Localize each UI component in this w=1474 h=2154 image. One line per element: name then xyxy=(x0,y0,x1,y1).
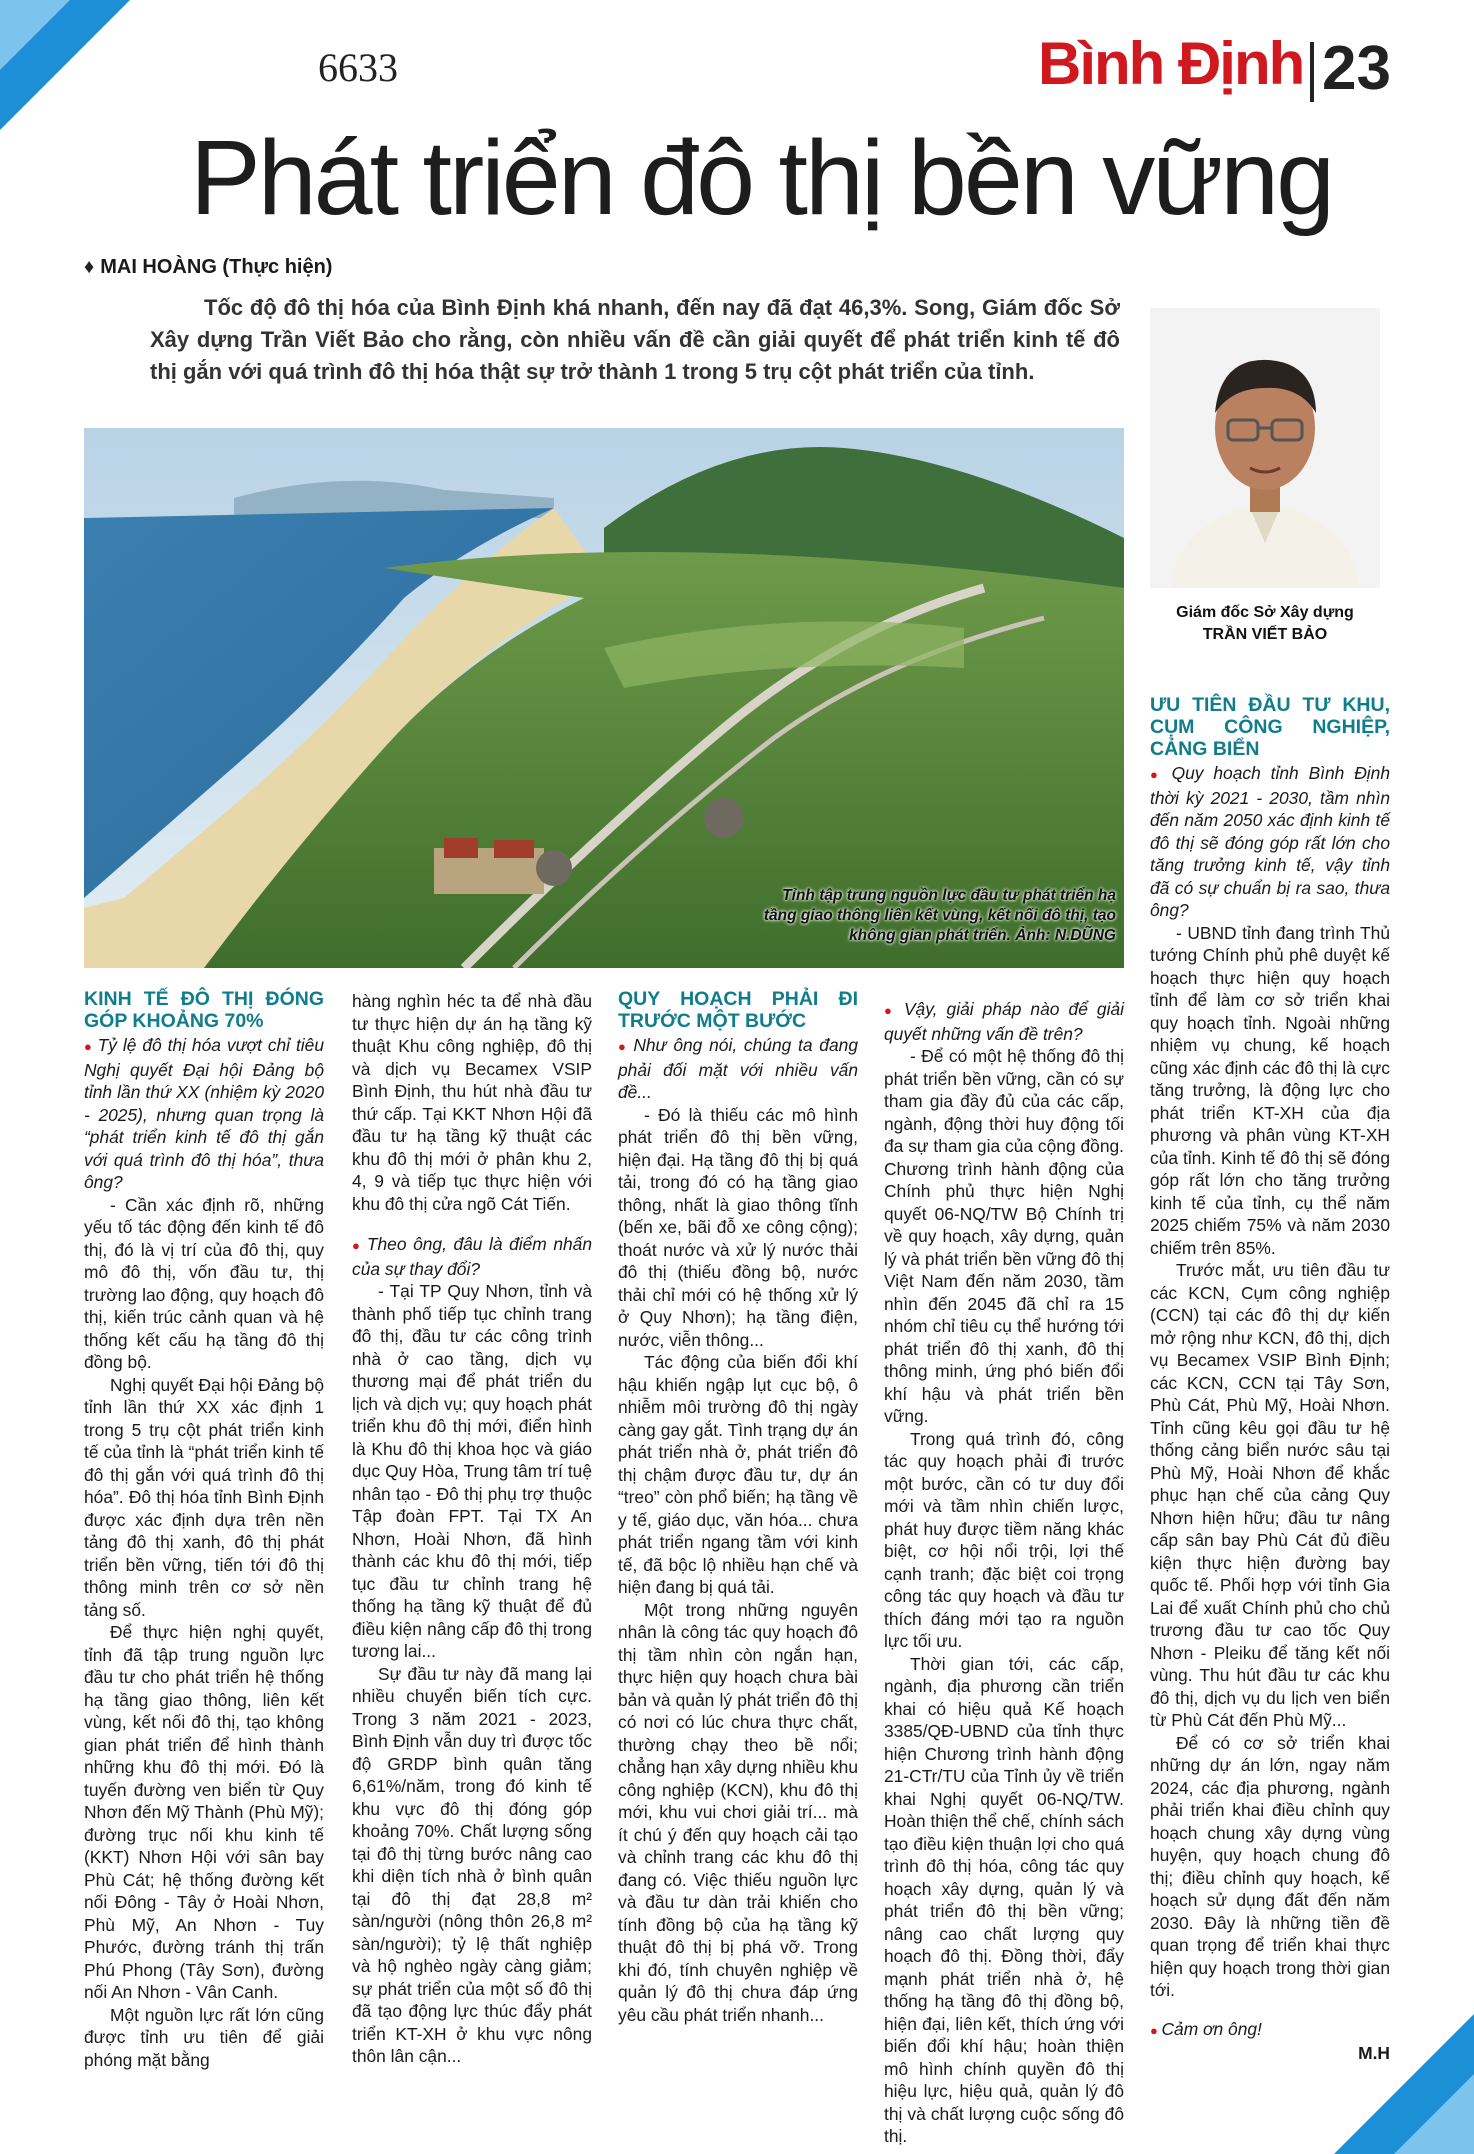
body-paragraph: Sự đầu tư này đã mang lại nhiều chuyển biến tích cực. Trong 3 năm 2021 - 2023, Bình Định vẫn duy trì được tốc độ GRDP bình quân tăng 6,61%/năm, trong đó kinh tế khu vực đô thị đóng góp khoảng 70%. Chất lượng sống tại đô thị từng bước nâng cao khi diện tích nhà ở bình quân tại đô thị đạt 28,8 m² sàn/người (nông thôn 26,8 m² sàn/người); tỷ lệ thất nghiệp và hộ nghèo ngày càng giảm; sự phát triển của một số đô thị đã tạo động lực thúc đẩy phát triển KT-XH ở khu vực nông thôn lân cận... xyxy=(352,1663,592,2066)
newspaper-logo: Bình Định xyxy=(1038,30,1304,97)
article-column-3 xyxy=(618,988,858,2026)
interview-question: ● Tỷ lệ đô thị hóa vượt chỉ tiêu Nghị quyết Đại hội Đảng bộ tỉnh lần thứ XX (nhiệm kỳ 2020 - 2025), nhưng quan trọng là “phát triển kinh tế đô thị gắn với quá trình đô thị hóa”, thưa ông? xyxy=(84,1034,324,1194)
interview-question: ● Như ông nói, chúng ta đang phải đối mặt với nhiều vấn đề... xyxy=(618,1034,858,1104)
article-column-5 xyxy=(1150,694,1390,2065)
interview-question: ● Vậy, giải pháp nào để giải quyết những vấn đề trên? xyxy=(884,998,1124,1045)
article-column-1 xyxy=(84,988,324,2071)
issue-number: 6633 xyxy=(318,45,398,90)
body-paragraph: Trong quá trình đó, công tác quy hoạch phải đi trước một bước, cần có tư duy đổi mới và tầm nhìn chiến lược, phát huy được tiềm năng khác biệt, cơ hội nổi trội, lợi thế cạnh tranh; đặc biệt coi trọng công tác quy hoạch và đầu tư thích đáng mới tạo ra nguồn lực tối ưu. xyxy=(884,1428,1124,1651)
interview-question: ● Theo ông, đâu là điểm nhấn của sự thay đổi? xyxy=(352,1233,592,1280)
article-headline: Phát triển đô thị bền vững xyxy=(190,119,1333,237)
body-paragraph: Một nguồn lực rất lớn cũng được tỉnh ưu tiên để giải phóng mặt bằng xyxy=(84,2004,324,2070)
portrait-caption xyxy=(1150,602,1380,646)
page-number: 23 xyxy=(1322,34,1391,103)
answer-paragraph: - Cần xác định rõ, những yếu tố tác động đến kinh tế đô thị, đó là vị trí của đô thị, quy mô đô thị, vốn đầu tư, thị trường lao động, quy hoạch đô thị, kiến trúc cảnh quan và hệ thống kết cấu hạ tầng đô thị đồng bộ. xyxy=(84,1194,324,1372)
body-paragraph: Trước mắt, ưu tiên đầu tư các KCN, Cụm công nghiệp (CCN) tại các đô thị dự kiến mở rộng như KCN, đô thị, dịch vụ Becamex VSIP Bình Định; các KCN, CCN tại Tây Sơn, Phù Cát, Phù Mỹ, Hoài Nhơn. Tỉnh cũng kêu gọi đầu tư hệ thống cảng biển nước sâu tại Phù Mỹ, Hoài Nhơn để khắc phục hạn chế của cảng Quy Nhơn hiện hữu; đầu tư nâng cấp sân bay Phù Cát đủ điều kiện thực hiện đường bay quốc tế. Phối hợp với tỉnh Gia Lai để xuất Chính phủ cho chủ trương đầu tư cao tốc Quy Nhơn - Pleiku để tăng kết nối vùng. Thu hút đầu tư các khu đô thị, dịch vụ du lịch ven biển từ Phù Cát đến Phù Mỹ... xyxy=(1150,1260,1390,1730)
portrait-photo xyxy=(1150,308,1380,588)
section-heading: QUY HOẠCH PHẢI ĐI TRƯỚC MỘT BƯỚC xyxy=(618,988,858,1032)
byline xyxy=(84,256,332,279)
body-paragraph: Để có cơ sở triển khai những dự án lớn, ngay năm 2024, các địa phương, ngành phải triển khai điều chỉnh quy hoạch chung xây dựng vùng huyện, quy hoạch chung đô thị; điều chỉnh quy hoạch, kế hoạch sử dụng đất đến năm 2030. Đây là những tiền đề quan trọng để triển khai thực hiện quy hoạch trong thời gian tới. xyxy=(1150,1732,1390,2000)
body-paragraph: Tác động của biến đổi khí hậu khiến ngập lụt cục bộ, ô nhiễm môi trường đô thị ngày càng gay gắt. Tình trạng dự án phát triển nhà ở, phát triển đô thị chậm được đầu tư, dự án “treo” còn phổ biến; hạ tầng về y tế, giáo dục, văn hóa... chưa phát triển ngang tầm với kinh tế, đã bộc lộ nhiều hạn chế và hiện đang bị quá tải. xyxy=(618,1352,858,1597)
body-paragraph: Nghị quyết Đại hội Đảng bộ tỉnh lần thứ XX xác định 1 trong 5 trụ cột phát triển kinh tế của tỉnh là “phát triển kinh tế đô thị gắn với quá trình đô thị hóa”. Đô thị hóa tỉnh Bình Định được xác định dựa trên nền tảng đô thị xanh, đô thị phát triển bền vững, tiến tới đô thị thông minh trên cơ sở nền tảng số. xyxy=(84,1374,324,1620)
answer-paragraph: - UBND tỉnh đang trình Thủ tướng Chính phủ phê duyệt kế hoạch thực hiện quy hoạch tỉnh để làm cơ sở triển khai quy hoạch tỉnh. Ngoài những nhiệm vụ chung, kế hoạch cũng xác định các đô thị là cực tăng trưởng, là động lực cho phát triển KT-XH của địa phương và phân vùng KT-XH của tỉnh. Kinh tế đô thị sẽ đóng góp rất lớn cho tăng trưởng kinh tế của tỉnh, cụ thể năm 2025 chiếm 75% và năm 2030 chiếm trên 85%. xyxy=(1150,922,1390,1258)
person-portrait-image xyxy=(1150,308,1380,588)
corner-decoration-top-left xyxy=(0,0,150,150)
closing-remark: ● Cảm ơn ông! xyxy=(1150,2018,1390,2043)
body-paragraph: Thời gian tới, các cấp, ngành, địa phương cần triển khai có hiệu quả Kế hoạch 3385/QĐ-UBND của tỉnh thực hiện Chương trình hành động 21-CTr/TU của Tỉnh ủy về triển khai Nghị quyết 06-NQ/TW. Hoàn thiện thể chế, chính sách tạo điều kiện thuận lợi cho quá trình đô thị hóa, công tác quy hoạch xây dựng, quản lý và phát triển đô thị bền vững; nâng cao chất lượng quy hoạch đô thị. Đồng thời, đẩy mạnh phát triển nhà ở, hệ thống hạ tầng đô thị đồng bộ, hiện đại, liên kết, thích ứng với biến đổi khí hậu; hoàn thiện mô hình chính quyền đô thị hiệu lực, hiệu quả, quản lý đô thị và chất lượng cuộc sống đô thị. xyxy=(884,1653,1124,2146)
article-column-4 xyxy=(884,998,1124,2148)
section-heading: KINH TẾ ĐÔ THỊ ĐÓNG GÓP KHOẢNG 70% xyxy=(84,988,324,1032)
answer-paragraph: - Đó là thiếu các mô hình phát triển đô thị bền vững, hiện đại. Hạ tầng đô thị bị quá tải, trong đó có hạ tầng giao thông, nhất là giao thông tĩnh (bến xe, bãi đỗ xe công cộng); thoát nước và xử lý nước thải đô thị (thiếu đồng bộ, nước thải chỉ mới có hệ thống xử lý ở Quy Nhơn); hạ tầng điện, nước, viễn thông... xyxy=(618,1104,858,1350)
section-heading: ƯU TIÊN ĐẦU TƯ KHU, CỤM CÔNG NGHIỆP, CẢNG BIỂN xyxy=(1150,694,1390,760)
main-photo-caption: Tỉnh tập trung nguồn lực đầu tư phát triển hạ tầng giao thông liên kết vùng, kết nối đô thị, tạo không gian phát triển. Ảnh: N.DŨNG xyxy=(763,887,1116,944)
answer-paragraph: - Tại TP Quy Nhơn, tỉnh và thành phố tiếp tục chỉnh trang đô thị, đầu tư các công trình nhà ở cao tầng, dịch vụ thương mại để phát triển du lịch và dịch vụ; quy hoạch phát triển khu đô thị mới, điển hình là Khu đô thị khoa học và giáo dục Quy Hòa, Trung tâm trí tuệ nhân tạo - Đô thị phụ trợ thuộc Tập đoàn FPT. Tại TX An Nhơn, Hoài Nhơn, đã hình thành các khu đô thị mới, tiếp tục đầu tư chỉnh trang hệ thống hạ tầng kỹ thuật để đủ điều kiện nâng cấp đô thị trong tương lai... xyxy=(352,1281,592,1661)
byline-author: MAI HOÀNG (Thực hiện) xyxy=(100,256,333,278)
author-signature: M.H xyxy=(1358,2043,1390,2063)
body-paragraph: hàng nghìn héc ta để nhà đầu tư thực hiện dự án hạ tầng kỹ thuật Khu công nghiệp, đô thị và dịch vụ Becamex VSIP Bình Định, thu hút nhà đầu tư thứ cấp. Tại KKT Nhơn Hội đã đầu tư hạ tầng kỹ thuật các khu đô thị mới ở phân khu 2, 4, 9 và tiếp tục thực hiện với khu đô thị cửa ngõ Cát Tiến. xyxy=(352,991,592,1214)
article-column-2 xyxy=(352,990,592,2068)
interview-question: ● Quy hoạch tỉnh Bình Định thời kỳ 2021 - 2030, tầm nhìn đến năm 2050 xác định kinh tế đô thị sẽ đóng góp rất lớn cho tăng trưởng kinh tế, vậy tỉnh đã có sự chuẩn bị ra sao, thưa ông? xyxy=(1150,762,1390,922)
header-divider xyxy=(1310,42,1314,102)
byline-marker: ♦ xyxy=(84,256,95,278)
portrait-caption-title: Giám đốc Sở Xây dựng xyxy=(1176,604,1354,621)
body-paragraph: Một trong những nguyên nhân là công tác quy hoạch đô thị tầm nhìn còn ngắn hạn, thực hiện quy hoạch chưa bài bản và quản lý phát triển đô thị có nơi có lúc chưa thực chất, thường chạy theo bề nổi; chẳng hạn xây dựng nhiều khu công nghiệp (KCN), khu đô thị mới, khu vui chơi giải trí... mà ít chú ý đến quy hoạch cải tạo và chỉnh trang các khu đô thị đang có. Việc thiếu nguồn lực và đầu tư dàn trải khiến cho tính đồng bộ của hạ tầng kỹ thuật đô thị bị phá vỡ. Trong khi đó, tính chuyên nghiệp về quản lý đô thị chưa đáp ứng yêu cầu phát triển nhanh... xyxy=(618,1599,858,2025)
portrait-caption-name: TRẦN VIẾT BẢO xyxy=(1202,626,1328,643)
body-paragraph: Để thực hiện nghị quyết, tỉnh đã tập trung nguồn lực đầu tư cho phát triển hệ thống hạ tầng giao thông, liên kết vùng, kết nối đô thị, tạo không gian phát triển để hình thành những khu đô thị mới. Đó là tuyến đường ven biển từ Quy Nhơn đến Mỹ Thành (Phù Mỹ); đường trục nối khu kinh tế (KKT) Nhơn Hội với sân bay Phù Cát; hệ thống đường kết nối Đông - Tây ở Hoài Nhơn, Phù Mỹ, An Nhơn - Tuy Phước, đường tránh thị trấn Phú Phong (Tây Sơn), đường nối An Nhơn - Vân Canh. xyxy=(84,1622,324,2002)
answer-paragraph: - Để có một hệ thống đô thị phát triển bền vững, cần có sự tham gia đầy đủ của các cấp, ngành, động thời huy động tối đa sự tham gia của cộng đồng. Chương trình hành động của Chính phủ thực hiện Nghị quyết 06-NQ/TW Bộ Chính trị về quy hoạch, xây dựng, quản lý và phát triển bền vững đô thị Việt Nam đến năm 2030, tầm nhìn đến 2045 đã chỉ ra 15 nhóm chỉ tiêu cụ thể hướng tới phát triển đô thị xanh, đô thị thông minh, ứng phó biến đổi khí hậu và phát triển bền vững. xyxy=(884,1046,1124,1426)
article-lead: Tốc độ đô thị hóa của Bình Định khá nhanh, đến nay đã đạt 46,3%. Song, Giám đốc Sở Xây dựng Trần Viết Bảo cho rằng, còn nhiều vấn đề cần giải quyết để phát triển kinh tế đô thị gắn với quá trình đô thị hóa thật sự trở thành 1 trong 5 trụ cột phát triển của tỉnh. xyxy=(150,295,1120,384)
